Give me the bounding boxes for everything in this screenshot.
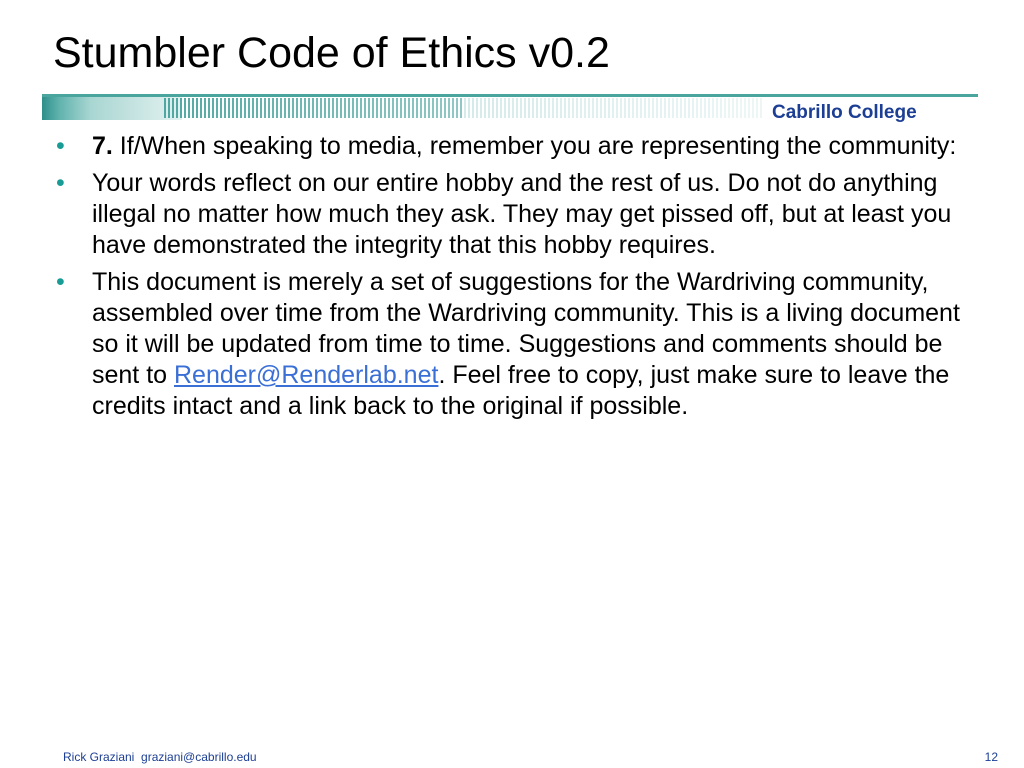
banner-tick [268,98,270,118]
banner-tick [404,98,406,118]
banner-tick [224,98,226,118]
bullet-marker: • [56,132,65,160]
banner-tick [232,98,234,118]
banner-tick [636,98,638,118]
brand-logo-text: Cabrillo College [772,102,917,123]
banner-tick [376,98,378,118]
banner-tick [724,98,726,118]
banner-tick [208,98,210,118]
banner-tick [352,98,354,118]
banner-tick [188,98,190,118]
banner-tick [688,98,690,118]
banner-tick [568,98,570,118]
banner-tick [264,98,266,118]
banner-gradient-block [42,96,182,120]
page-number: 12 [984,750,998,764]
banner-tick [604,98,606,118]
bullet-item-1 [56,131,986,162]
banner-tick [488,98,490,118]
banner-tick [276,98,278,118]
banner-tick [400,98,402,118]
banner-tick [728,98,730,118]
banner-tick [348,98,350,118]
banner-tick [468,98,470,118]
banner-tick [664,98,666,118]
banner-tick [500,98,502,118]
banner-tick [512,98,514,118]
email-link[interactable]: Render@Renderlab.net [174,361,439,389]
banner-tick [180,98,182,118]
banner-tick [256,98,258,118]
banner-tick [192,98,194,118]
bullet-text: . Feel free to copy, just make sure to leave the credits intact and a link back to the original if possible. [92,361,950,420]
banner-tick [260,98,262,118]
banner-tick [200,98,202,118]
banner-tick [380,98,382,118]
banner-tick [424,98,426,118]
banner-tick [412,98,414,118]
banner-tick [608,98,610,118]
banner-tick [464,98,466,118]
banner-tick [396,98,398,118]
banner-tick [220,98,222,118]
banner-tick [484,98,486,118]
banner-tick [384,98,386,118]
banner-tick [756,98,758,118]
banner-tick [536,98,538,118]
banner-tick [644,98,646,118]
banner-tick [420,98,422,118]
banner-tick [284,98,286,118]
banner-tick [436,98,438,118]
banner-tick [392,98,394,118]
banner-tick [508,98,510,118]
banner-tick [548,98,550,118]
banner-tick [168,98,170,118]
banner-tick [640,98,642,118]
banner-tick [628,98,630,118]
banner-tick [304,98,306,118]
bullet-text: Your words reflect on our entire hobby and the rest of us. Do not do anything illegal no matter how much they ask. They may get pissed off, but at least you have demonstrated the integrity that this hobby requires. [92,169,952,259]
banner-tick [312,98,314,118]
banner-tick [300,98,302,118]
banner-tick [616,98,618,118]
banner-tick [492,98,494,118]
banner-tick [576,98,578,118]
banner-tick [460,98,462,118]
banner-tick [476,98,478,118]
banner-tick [316,98,318,118]
banner-tick [368,98,370,118]
bullet-marker: • [56,169,65,197]
banner-tick [736,98,738,118]
banner-tick [320,98,322,118]
banner-tick [624,98,626,118]
bullet-text: This document is merely a set of suggestions for the Wardriving community, assembled over time from the Wardriving community. This is a living document so it will be updated from time to time. Suggestions and comments should be sent to [92,268,960,389]
banner-tick [564,98,566,118]
banner-tick [288,98,290,118]
banner-tick [196,98,198,118]
banner-tick [556,98,558,118]
banner-tick [580,98,582,118]
banner-tick [176,98,178,118]
banner-tick [528,98,530,118]
bullet-marker: • [56,268,65,296]
banner-tick [700,98,702,118]
banner-tick [496,98,498,118]
banner-tick [544,98,546,118]
banner-tick [600,98,602,118]
banner-tick [744,98,746,118]
banner-tick [632,98,634,118]
banner-tick [740,98,742,118]
banner-tick [184,98,186,118]
banner-tick [648,98,650,118]
banner-tick [236,98,238,118]
banner-tick [416,98,418,118]
banner-tick [240,98,242,118]
banner-tick [272,98,274,118]
banner-tick [456,98,458,118]
banner-tick [440,98,442,118]
banner-tick [452,98,454,118]
banner-tick [716,98,718,118]
banner-tick [612,98,614,118]
banner-tick [448,98,450,118]
banner-tick [364,98,366,118]
banner-tick [164,98,166,118]
banner-tick [504,98,506,118]
bullet-item-3 [56,267,986,422]
banner-tick [388,98,390,118]
banner-tick [560,98,562,118]
banner-tick [540,98,542,118]
banner-tick [524,98,526,118]
banner-tick [696,98,698,118]
banner-tick [672,98,674,118]
banner-tick [308,98,310,118]
banner-tick [516,98,518,118]
banner-tick [708,98,710,118]
banner-tick [712,98,714,118]
banner-tick [680,98,682,118]
bullet-list [56,131,986,428]
banner-tick [552,98,554,118]
banner-tick [172,98,174,118]
banner-tick [340,98,342,118]
banner-tick [592,98,594,118]
banner-tick [656,98,658,118]
banner-tick [360,98,362,118]
banner-tick [324,98,326,118]
banner-tick-marks [164,98,762,118]
banner-tick [572,98,574,118]
banner-tick [532,98,534,118]
banner-tick [472,98,474,118]
banner-tick [692,98,694,118]
banner-tick [748,98,750,118]
banner-tick [344,98,346,118]
banner-tick [428,98,430,118]
banner-tick [732,98,734,118]
banner-tick [280,98,282,118]
banner-tick [408,98,410,118]
banner-tick [704,98,706,118]
banner-tick [684,98,686,118]
banner-tick [444,98,446,118]
banner-tick [292,98,294,118]
item-number: 7. [92,132,113,160]
banner-tick [216,98,218,118]
banner-tick [652,98,654,118]
slide-title: Stumbler Code of Ethics v0.2 [53,29,610,77]
banner-tick [332,98,334,118]
banner-tick [212,98,214,118]
bullet-text: If/When speaking to media, remember you are representing the community: [112,132,957,160]
banner-tick [248,98,250,118]
banner-tick [752,98,754,118]
banner-tick [660,98,662,118]
banner-tick [356,98,358,118]
banner-tick [588,98,590,118]
banner-tick [720,98,722,118]
banner-tick [328,98,330,118]
bullet-item-2 [56,168,986,261]
banner-tick [676,98,678,118]
footer-author: Rick Graziani graziani@cabrillo.edu [63,750,257,764]
banner-tick [252,98,254,118]
banner-tick [620,98,622,118]
banner-tick [760,98,762,118]
banner-tick [372,98,374,118]
banner-tick [244,98,246,118]
banner-tick [204,98,206,118]
banner-tick [596,98,598,118]
banner-tick [432,98,434,118]
banner-tick [296,98,298,118]
banner-tick [480,98,482,118]
banner-tick [520,98,522,118]
banner-tick [336,98,338,118]
banner-tick [668,98,670,118]
banner-tick [584,98,586,118]
banner-top-rule [42,94,978,97]
banner-tick [228,98,230,118]
